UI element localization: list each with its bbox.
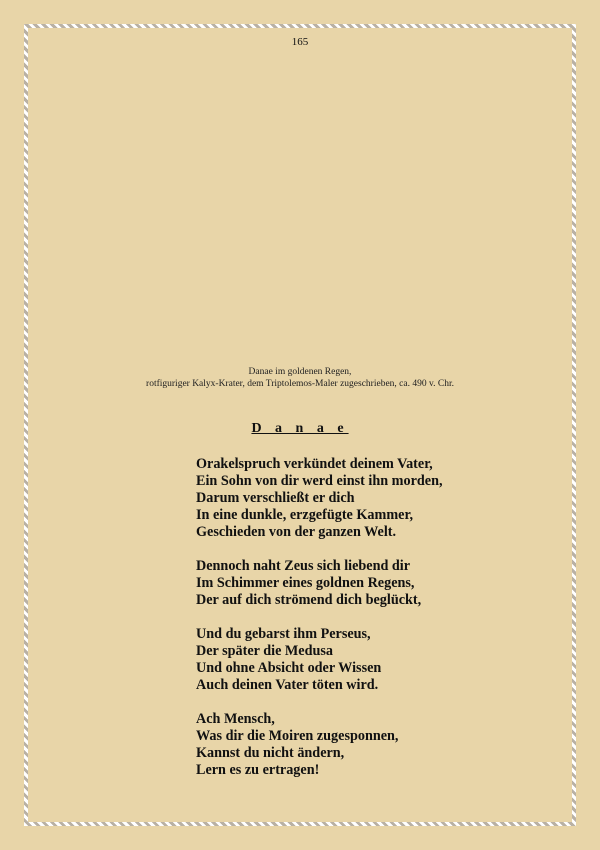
caption-line-2: rotfiguriger Kalyx-Krater, dem Triptolemos-Maler zugeschrieben, ca. 490 v. Chr. [146, 379, 454, 389]
poem-line: Kannst du nicht ändern, [196, 745, 345, 761]
image-placeholder [100, 70, 500, 350]
poem-line: Dennoch naht Zeus sich liebend dir [196, 558, 411, 574]
poem-line: Der später die Medusa [196, 643, 334, 659]
poem-line: Und ohne Absicht oder Wissen [196, 660, 382, 676]
poem-line: Geschieden von der ganzen Welt. [196, 524, 397, 540]
page-number: 165 [291, 36, 309, 48]
poem-line: Im Schimmer eines goldnen Regens, [196, 575, 415, 591]
poem-title: D a n a e [251, 421, 349, 436]
poem-line: Lern es zu ertragen! [196, 762, 320, 778]
poem-line: Orakelspruch verkündet deinem Vater, [196, 456, 433, 472]
poem-line: Ach Mensch, [196, 711, 275, 727]
figure-caption [0, 366, 600, 390]
poem-body [196, 456, 516, 779]
poem-line: Was dir die Moiren zugesponnen, [196, 728, 399, 744]
poem-line: Darum verschließt er dich [196, 490, 355, 506]
stanza-4 [196, 711, 516, 779]
stanza-1 [196, 456, 516, 541]
poem-line: Und du gebarst ihm Perseus, [196, 626, 371, 642]
poem-line: In eine dunkle, erzgefügte Kammer, [196, 507, 413, 523]
caption-line-1: Danae im goldenen Regen, [248, 367, 352, 377]
poem-line: Ein Sohn von dir werd einst ihn morden, [196, 473, 443, 489]
stanza-2 [196, 558, 516, 609]
poem-line: Der auf dich strömend dich beglückt, [196, 592, 422, 608]
stanza-3 [196, 626, 516, 694]
poem-line: Auch deinen Vater töten wird. [196, 677, 379, 693]
